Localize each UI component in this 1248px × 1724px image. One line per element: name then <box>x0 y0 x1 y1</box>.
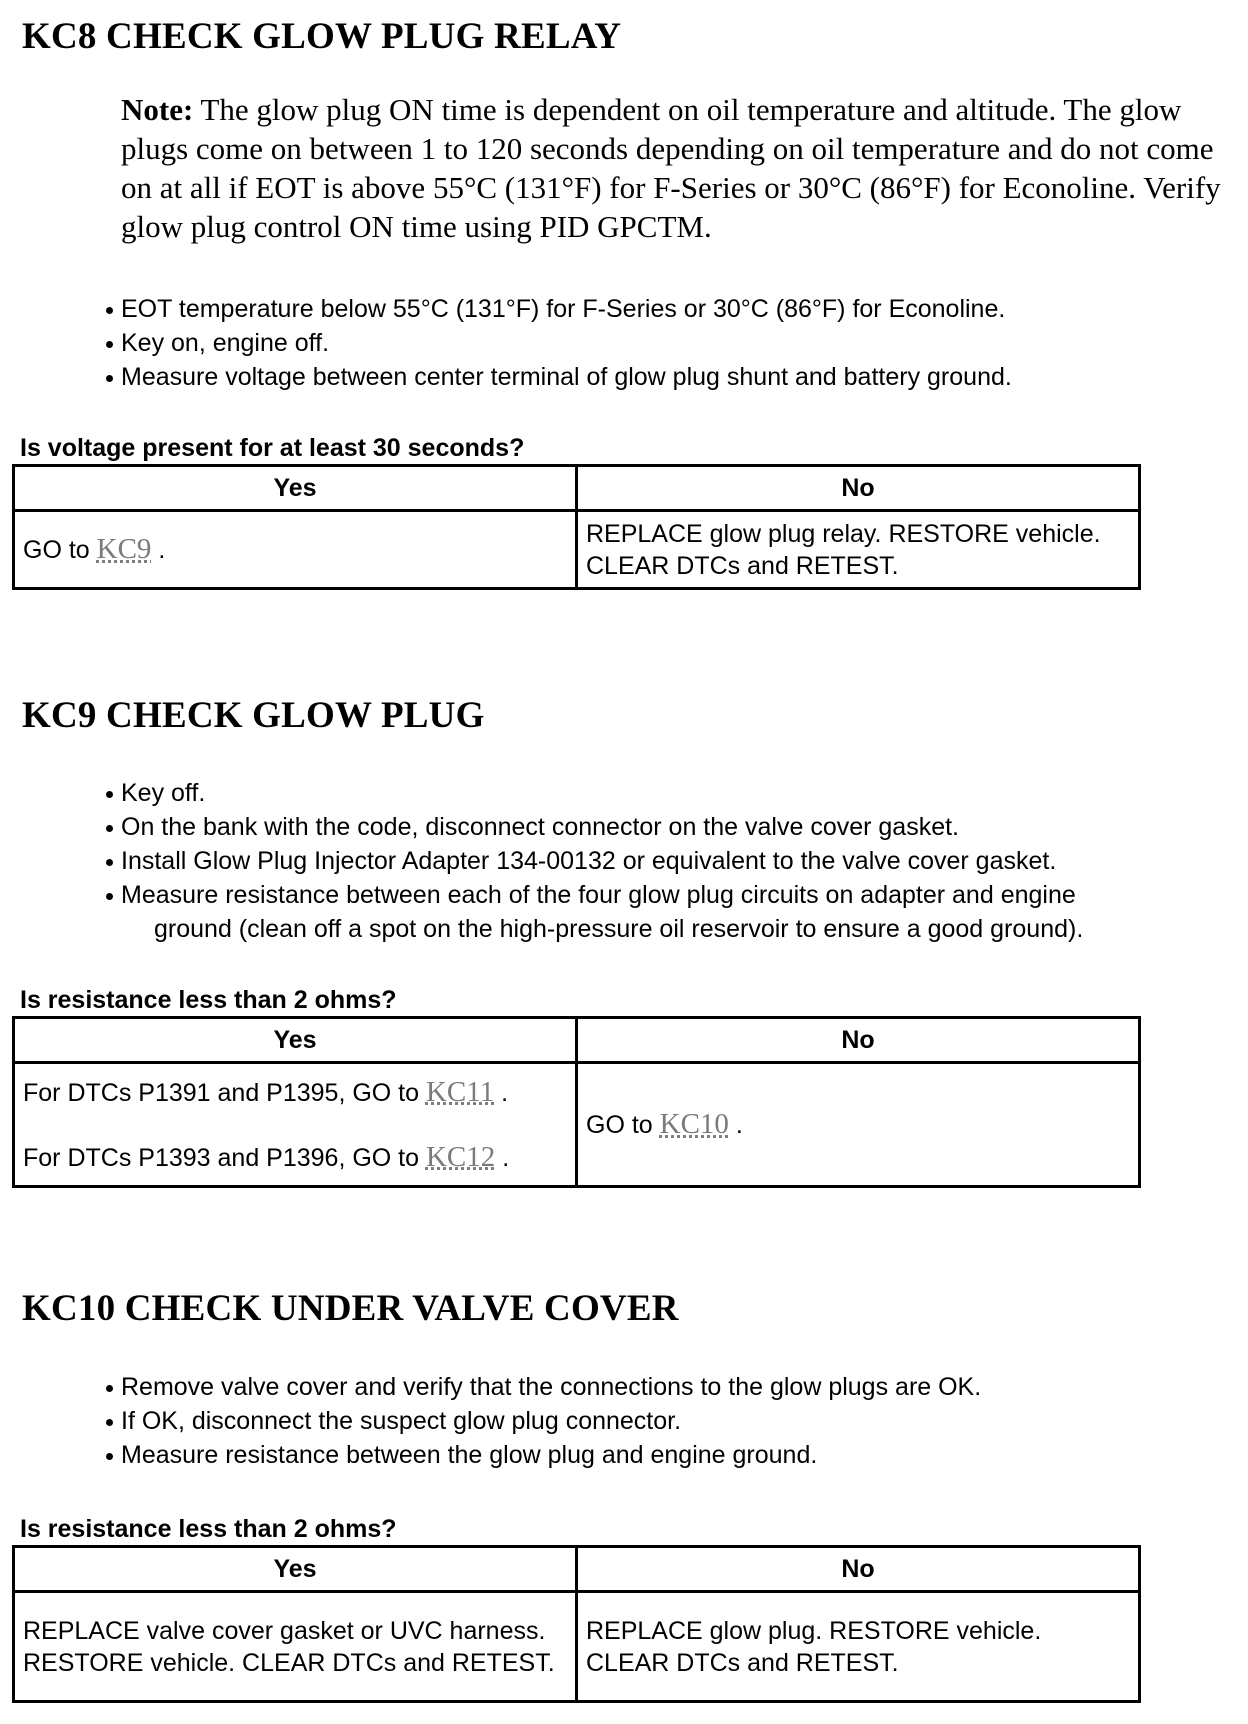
yes-line-2: For DTCs P1393 and P1396, GO to KC12 . <box>23 1140 510 1173</box>
bullet-icon <box>106 341 113 348</box>
list-item: EOT temperature below 55°C (131°F) for F-Series or 30°C (86°F) for Econoline. <box>104 292 1224 326</box>
kc9-steps <box>104 776 1224 946</box>
link-kc12[interactable]: KC12 <box>425 1140 496 1173</box>
yes-line-1: For DTCs P1391 and P1395, GO to KC11 . <box>23 1075 509 1108</box>
bullet-icon <box>106 307 113 314</box>
no-cell: GO to KC10 . <box>577 1063 1140 1187</box>
yes-header: Yes <box>14 466 577 511</box>
note-label: Note: <box>121 92 194 127</box>
no-header: No <box>577 1547 1140 1592</box>
list-item: Key on, engine off. <box>104 326 1224 360</box>
yes-header: Yes <box>14 1547 577 1592</box>
list-item: Measure resistance between each of the four glow plug circuits on adapter and engine ground (clean off a spot on the high-pressure oil reservoir to ensure a good ground). <box>104 878 1224 946</box>
kc10-question: Is resistance less than 2 ohms? <box>20 1515 397 1543</box>
kc8-answer-table <box>12 464 1141 590</box>
bullet-icon <box>106 1385 113 1392</box>
yes-cell: GO to KC9 . <box>14 511 577 589</box>
kc10-steps <box>104 1370 1224 1472</box>
bullet-icon <box>106 893 113 900</box>
no-cell: REPLACE glow plug relay. RESTORE vehicle. CLEAR DTCs and RETEST. <box>577 511 1140 589</box>
list-item: Measure resistance between the glow plug and engine ground. <box>104 1438 1224 1472</box>
kc8-title: KC8 CHECK GLOW PLUG RELAY <box>22 16 622 57</box>
link-kc9[interactable]: KC9 <box>96 533 152 565</box>
yes-cell <box>14 1063 577 1187</box>
yes-header: Yes <box>14 1018 577 1063</box>
kc10-title: KC10 CHECK UNDER VALVE COVER <box>22 1288 679 1329</box>
list-item: Measure voltage between center terminal of glow plug shunt and battery ground. <box>104 360 1224 394</box>
bullet-icon <box>106 791 113 798</box>
list-item: Remove valve cover and verify that the connections to the glow plugs are OK. <box>104 1370 1224 1404</box>
list-item: Install Glow Plug Injector Adapter 134-00132 or equivalent to the valve cover gasket. <box>104 844 1224 878</box>
no-header: No <box>577 466 1140 511</box>
bullet-icon <box>106 859 113 866</box>
kc9-answer-table <box>12 1016 1141 1188</box>
link-kc11[interactable]: KC11 <box>425 1075 495 1108</box>
link-kc10[interactable]: KC10 <box>659 1108 729 1140</box>
yes-cell: REPLACE valve cover gasket or UVC harness. RESTORE vehicle. CLEAR DTCs and RETEST. <box>14 1592 577 1702</box>
kc9-title: KC9 CHECK GLOW PLUG <box>22 695 485 736</box>
bullet-icon <box>106 1419 113 1426</box>
list-item: On the bank with the code, disconnect connector on the valve cover gasket. <box>104 810 1224 844</box>
kc10-answer-table <box>12 1545 1141 1703</box>
bullet-icon <box>106 1453 113 1460</box>
note-text: The glow plug ON time is dependent on oil temperature and altitude. The glow plugs come on between 1 to 120 seconds depending on oil temperature and do not come on at all if EOT is above 55°C (131°F) for F-Series or 30°C (86°F) for Econoline. Verify glow plug control ON time using PID GPCTM. <box>121 92 1221 244</box>
no-cell: REPLACE glow plug. RESTORE vehicle. CLEAR DTCs and RETEST. <box>577 1592 1140 1702</box>
kc8-steps <box>104 292 1224 394</box>
kc8-note <box>121 90 1221 246</box>
kc8-question: Is voltage present for at least 30 seconds? <box>20 434 525 462</box>
bullet-icon <box>106 825 113 832</box>
list-item: If OK, disconnect the suspect glow plug connector. <box>104 1404 1224 1438</box>
kc9-question: Is resistance less than 2 ohms? <box>20 986 397 1014</box>
no-header: No <box>577 1018 1140 1063</box>
list-item: Key off. <box>104 776 1224 810</box>
bullet-icon <box>106 375 113 382</box>
